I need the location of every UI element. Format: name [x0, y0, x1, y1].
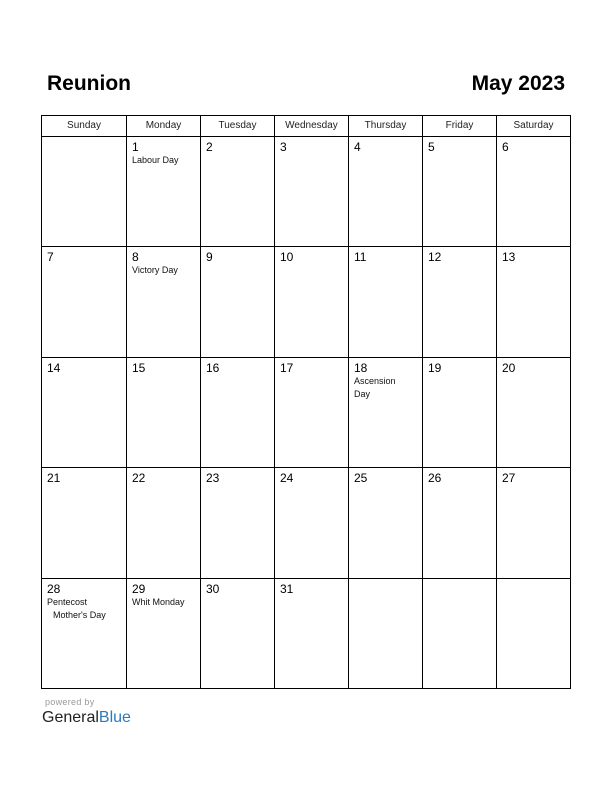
- day-number: 28: [47, 582, 61, 596]
- day-cell: [349, 579, 423, 688]
- day-number: 29: [132, 582, 146, 596]
- powered-by-text: powered by: [45, 697, 95, 707]
- weekday-header-monday: Monday: [127, 116, 201, 137]
- day-cell: [497, 358, 570, 468]
- day-number: 4: [354, 140, 361, 154]
- day-cell: [201, 468, 275, 579]
- day-cell: [275, 247, 349, 358]
- weekday-header-sunday: Sunday: [42, 116, 127, 137]
- day-cell: [423, 137, 497, 247]
- day-number: 26: [428, 471, 442, 485]
- day-cell: [42, 579, 127, 688]
- day-number: 27: [502, 471, 516, 485]
- day-number: 30: [206, 582, 220, 596]
- day-number: 11: [354, 250, 367, 264]
- day-number: 2: [206, 140, 213, 154]
- day-cell: [127, 247, 201, 358]
- day-cell: [42, 247, 127, 358]
- day-number: 22: [132, 471, 146, 485]
- holiday-label: Pentecost: [47, 597, 88, 607]
- day-cell: [127, 137, 201, 247]
- day-cell: [497, 247, 570, 358]
- day-number: 31: [280, 582, 294, 596]
- brand-blue: Blue: [98, 709, 131, 726]
- day-number: 21: [47, 471, 61, 485]
- day-number: 3: [280, 140, 287, 154]
- holiday-label: Victory Day: [132, 265, 178, 275]
- generalblue-logo[interactable]: [42, 708, 131, 728]
- day-cell: [497, 137, 570, 247]
- day-cell: [127, 579, 201, 688]
- day-cell: [275, 579, 349, 688]
- brand-general: General: [42, 709, 99, 726]
- day-cell: [349, 247, 423, 358]
- day-number: 9: [206, 250, 213, 264]
- day-cell: [201, 247, 275, 358]
- holiday-label: Whit Monday: [132, 597, 185, 607]
- day-number: 5: [428, 140, 435, 154]
- day-number: 18: [354, 361, 368, 375]
- day-cell: [497, 468, 570, 579]
- month-year-title: May 2023: [471, 72, 565, 95]
- weekday-header-tuesday: Tuesday: [201, 116, 275, 137]
- day-number: 10: [280, 250, 294, 264]
- day-number: 20: [502, 361, 516, 375]
- day-cell: [42, 358, 127, 468]
- day-cell: [127, 358, 201, 468]
- weekday-header-wednesday: Wednesday: [275, 116, 349, 137]
- day-cell: [349, 137, 423, 247]
- day-number: 25: [354, 471, 368, 485]
- day-cell: [275, 358, 349, 468]
- day-number: 23: [206, 471, 220, 485]
- day-number: 7: [47, 250, 54, 264]
- holiday-label: Day: [354, 389, 371, 399]
- country-title: Reunion: [47, 72, 131, 95]
- day-number: 6: [502, 140, 509, 154]
- day-cell: [349, 358, 423, 468]
- day-number: 17: [280, 361, 294, 375]
- day-cell: [127, 468, 201, 579]
- day-cell: [275, 137, 349, 247]
- day-number: 19: [428, 361, 442, 375]
- day-number: 14: [47, 361, 61, 375]
- day-cell: [42, 468, 127, 579]
- weekday-header-saturday: Saturday: [497, 116, 570, 137]
- day-number: 1: [132, 140, 139, 154]
- day-number: 12: [428, 250, 442, 264]
- day-cell: [423, 358, 497, 468]
- weekday-header-thursday: Thursday: [349, 116, 423, 137]
- day-cell: [275, 468, 349, 579]
- day-cell: [349, 468, 423, 579]
- day-cell: [423, 468, 497, 579]
- day-number: 24: [280, 471, 294, 485]
- day-cell: [423, 579, 497, 688]
- holiday-label: Labour Day: [132, 155, 179, 165]
- day-number: 8: [132, 250, 139, 264]
- day-number: 15: [132, 361, 146, 375]
- day-cell: [201, 137, 275, 247]
- day-number: 16: [206, 361, 220, 375]
- weekday-header-friday: Friday: [423, 116, 497, 137]
- holiday-label: Ascension: [354, 376, 396, 386]
- day-cell: [42, 137, 127, 247]
- day-cell: [201, 358, 275, 468]
- day-cell: [423, 247, 497, 358]
- calendar-grid: [41, 115, 571, 689]
- holiday-label: Mother's Day: [53, 610, 106, 620]
- day-number: 13: [502, 250, 516, 264]
- day-cell: [201, 579, 275, 688]
- day-cell: [497, 579, 570, 688]
